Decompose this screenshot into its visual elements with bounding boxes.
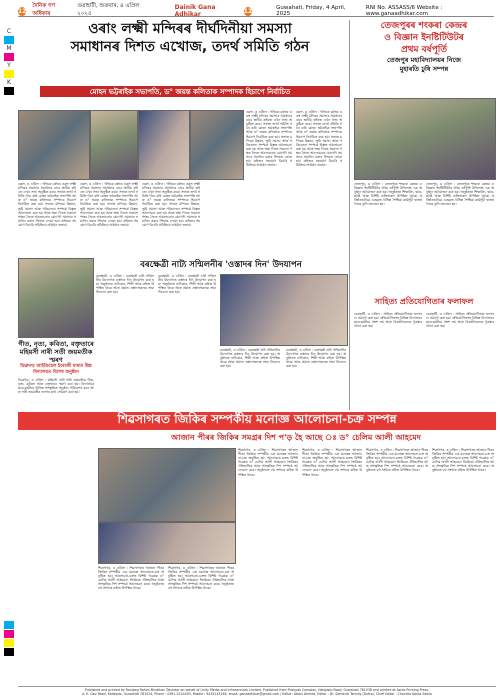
page-header	[18, 3, 494, 18]
bottom-body-col-2: শিৱসাগৰ, ৩ এপ্ৰিল : শিৱসাগৰত আজান পীৰৰ জিকিৰ সম্পৰ্কীয় এক মনোজ্ঞ আলোচনা-চক্ৰ অনুষ্ঠিত হয়। আলোচনা-চক্ৰত বিশিষ্ট গৱেষক ড° চেলিম আলী আহমেদে জিকিৰৰ ঐতিহাসিক আৰু সাংস্কৃতিক দিশ সম্পৰ্কে আলোচনা কৰে। অনুষ্ঠানত বহু সংখ্যক ৰাইজ উপস্থিত থাকে।	[168, 566, 234, 591]
header-date-en: Guwahati, Friday, 4 April, 2025	[276, 5, 346, 17]
header-title-en: Dainik Gana Adhikar	[174, 4, 216, 18]
cyan-swatch	[4, 36, 14, 44]
column-divider	[349, 20, 350, 410]
bottom-body-col-5: শিৱসাগৰ, ৩ এপ্ৰিল : শিৱসাগৰত আজান পীৰৰ জিকিৰ সম্পৰ্কীয় এক মনোজ্ঞ আলোচনা-চক্ৰ অনুষ্ঠিত হয়। আলোচনা-চক্ৰত বিশিষ্ট গৱেষক ড° চেলিম আলী আহমেদে জিকিৰৰ ঐতিহাসিক আৰু সাংস্কৃতিক দিশ সম্পৰ্কে আলোচনা কৰে। অনুষ্ঠানত বহু সংখ্যক ৰাইজ উপস্থিত থাকে।	[366, 448, 428, 473]
left-headline-2: মহিয়সী নাৰী সতী জয়মতীক স্মৰণ	[19, 348, 93, 364]
lead-photo-3	[138, 110, 190, 180]
page-number-circle: 12	[18, 7, 27, 15]
theatre-photo	[220, 274, 348, 346]
bottom-body-col-6: শিৱসাগৰ, ৩ এপ্ৰিল : শিৱসাগৰত আজান পীৰৰ জিকিৰ সম্পৰ্কীয় এক মনোজ্ঞ আলোচনা-চক্ৰ অনুষ্ঠিত হয়। আলোচনা-চক্ৰত বিশিষ্ট গৱেষক ড° চেলিম আলী আহমেদে জিকিৰৰ ঐতিহাসিক আৰু সাংস্কৃতিক দিশ সম্পৰ্কে আলোচনা কৰে। অনুষ্ঠানত বহু সংখ্যক ৰাইজ উপস্থিত থাকে।	[432, 448, 494, 473]
lead-headline-2: সমাধানৰ দিশত এখোজ, তদৰ্থ সমিতি গঠন	[70, 39, 310, 55]
black-swatch	[4, 648, 14, 656]
lead-headline-block	[40, 20, 340, 60]
left-body: ডিব্ৰুগড়, ৩ এপ্ৰিল : মহিয়সী নাৰী সতী জয়মতীক গীত, নৃত্য, কবিতা আৰু বক্তৃতাৰে স্মৰণ কৰা হয়। বিদ্যালয়ৰ ছাত্ৰ-ছাত্ৰীয়ে বিভিন্ন সাংস্কৃতিক অনুষ্ঠান পৰিবেশন কৰে আৰু সতী জয়মতীৰ ত্যাগৰ কথা সোঁৱৰণ কৰা হয়।	[18, 378, 94, 395]
right-story-headline-block	[354, 20, 494, 95]
right-headline-3: প্ৰথম বৰ্ষপূৰ্তি	[400, 45, 448, 55]
left-story-headline-block	[18, 340, 94, 376]
page-number-center: 12	[243, 7, 253, 15]
bottom-body-col-1: শিৱসাগৰ, ৩ এপ্ৰিল : শিৱসাগৰত আজান পীৰৰ জিকিৰ সম্পৰ্কীয় এক মনোজ্ঞ আলোচনা-চক্ৰ অনুষ্ঠিত হয়। আলোচনা-চক্ৰত বিশিষ্ট গৱেষক ড° চেলিম আলী আহমেদে জিকিৰৰ ঐতিহাসিক আৰু সাংস্কৃতিক দিশ সম্পৰ্কে আলোচনা কৰে। অনুষ্ঠানত বহু সংখ্যক ৰাইজ উপস্থিত থাকে।	[98, 566, 164, 591]
right-body-col-1: তেজপুৰ, ৩ এপ্ৰিল : তেজপুৰৰ শংকৰা কেন্দ্ৰৰ ও বিজ্ঞান ইনষ্টিটিউটৰ প্ৰথম বৰ্ষপূৰ্তি উপলক্ষে এক অনুষ্ঠান আয়োজন কৰা হয়। অনুষ্ঠানত শিক্ষাবিদ, ছাত্ৰ-ছাত্ৰী আৰু বিশিষ্ট ব্যক্তিসকল উপস্থিত থাকে। প্ৰতিষ্ঠানটোৱে এবছৰত বিভিন্ন শৈক্ষিক কাৰ্যসূচী হাতত লৈছে বুলি জনোৱা হয়।	[354, 182, 422, 207]
lead-subhead: মোহন ভট্টৰাইক সভাপতি, ড° জয়ন্ত কলিতাক সম্পাদক হিচাপে নিৰ্বাচিত	[40, 86, 340, 97]
footer-line-2: A. K. Dev Road, Kalahpar, Guwahati 781024, Phone : 0361-2224493, Mobile : 9435143246, email: ganaadhikar@gmail.com / Editor: Abdul Ahmed, Editor : Dr. Sanskriti Tamuly (Dutta), Chief Editor : Chandra Kanta Saikia	[82, 692, 432, 696]
right-headline-1: তেজপুৰৰ শংকৰা কেন্দ্ৰৰ	[380, 21, 468, 31]
lead-body-col-2: ওৰাং, ৩ এপ্ৰিল : গতিকে বৰ্ষভৰ ওৰাং লক্ষ্মী মন্দিৰৰ সমস্যাৰ সমাধানৰ বাবে স্থানীয় ৰাইজে এখন সভা অনুষ্ঠিত কৰে। সভাত তদৰ্থ সমিতি গঠন কৰি মোহন ভট্টৰাইক সভাপতি আৰু ড° জয়ন্ত কলিতাক সম্পাদক হিচাপে নিৰ্বাচিত কৰা হয়। সভাত মন্দিৰৰ উন্নয়ন, ভূমি সমস্যা আৰু পৰিচালনা সম্পৰ্কে বিস্তৃত আলোচনা কৰা হয় আৰু অহা দিনত সকলো পক্ষৰ সৈতে আলোচনাৰ যোগেদি সমস্যাৰ সমাধান কৰাৰ সিদ্ধান্ত লোৱা হয়। ৰাইজৰ সহযোগ বিচাৰি সমিতিয়ে আহ্বান জনায়।	[80, 182, 138, 227]
black-swatch	[4, 87, 14, 95]
lead-photo-4	[190, 110, 244, 180]
sahitya-headline: সাহিত্য প্ৰতিযোগিতাৰ ফলাফল	[374, 297, 474, 306]
right-headline-2: ও বিজ্ঞান ইনষ্টিটিউটৰ	[384, 33, 464, 43]
cmyk-marks-bottom	[4, 620, 14, 657]
left-subhead: ডিব্ৰুগড় আইডিয়েল ইংৰাজী মাধ্যম উচ্চ বিদ্যালয়ত বিশেষ অনুষ্ঠান	[20, 364, 92, 375]
theatre-body-col-4: বৰক্ষেত্ৰী, ৩ এপ্ৰিল : বৰক্ষেত্ৰী নাট্য সন্মিলনীৰ উদ্যোগত ওস্তাদৰ দিন উদযাপন কৰা হয়। অনুষ্ঠানত নাট্যকাৰ, শিল্পী আৰু ৰাইজ উপস্থিত থাকে আৰু প্ৰয়াত ওস্তাদসকলক শ্ৰদ্ধা নিবেদন কৰা হয়।	[286, 348, 346, 369]
bottom-subhead: আজান পীৰৰ জিকিৰ সমগ্ৰৰ দিশ প'ড় হৈ আছে ঃ ড° চেলিম আলী আহমেদ	[171, 433, 421, 442]
magenta-swatch	[4, 53, 14, 61]
theatre-body-col-2: বৰক্ষেত্ৰী, ৩ এপ্ৰিল : বৰক্ষেত্ৰী নাট্য সন্মিলনীৰ উদ্যোগত ওস্তাদৰ দিন উদযাপন কৰা হয়। অনুষ্ঠানত নাট্যকাৰ, শিল্পী আৰু ৰাইজ উপস্থিত থাকে আৰু প্ৰয়াত ওস্তাদসকলক শ্ৰদ্ধা নিবেদন কৰা হয়।	[158, 274, 216, 295]
magenta-swatch	[4, 630, 14, 638]
lead-headline-1: ওৰাং লক্ষ্মী মন্দিৰৰ দীৰ্ঘদিনীয়া সমস্যা	[88, 21, 292, 37]
right-sub-2: মুহাৰতি ঢুষি সম্পন্ন	[399, 65, 449, 73]
lead-body-col-1: ওৰাং, ৩ এপ্ৰিল : গতিকে বৰ্ষভৰ ওৰাং লক্ষ্মী মন্দিৰৰ সমস্যাৰ সমাধানৰ বাবে স্থানীয় ৰাইজে এখন সভা অনুষ্ঠিত কৰে। সভাত তদৰ্থ সমিতি গঠন কৰি মোহন ভট্টৰাইক সভাপতি আৰু ড° জয়ন্ত কলিতাক সম্পাদক হিচাপে নিৰ্বাচিত কৰা হয়। সভাত মন্দিৰৰ উন্নয়ন, ভূমি সমস্যা আৰু পৰিচালনা সম্পৰ্কে বিস্তৃত আলোচনা কৰা হয় আৰু অহা দিনত সকলো পক্ষৰ সৈতে আলোচনাৰ যোগেদি সমস্যাৰ সমাধান কৰাৰ সিদ্ধান্ত লোৱা হয়। ৰাইজৰ সহযোগ বিচাৰি সমিতিয়ে আহ্বান জনায়।	[18, 182, 76, 227]
cmyk-marks-top	[4, 28, 14, 96]
imprint-footer	[18, 686, 496, 696]
right-sub-1: তেজপুৰ মহাবিদ্যালয়ৰ নিজে	[387, 56, 461, 64]
sahitya-body-col-1: গুৱাহাটী, ৩ এপ্ৰিল : সাহিত্য প্ৰতিযোগিতাৰ ফলাফল ঘোষণা কৰা হয়। প্ৰতিযোগিতাত বিভিন্ন বিদ্যালয়ৰ ছাত্ৰ-ছাত্ৰীয়ে অংশ লয় আৰু বিজয়ীসকলক পুৰস্কাৰ প্ৰদান কৰা হয়।	[354, 312, 422, 329]
cmyk-c: C	[6, 28, 12, 35]
footer-line-1: Published and printed by Ranjeeg Rahim Bhubhan Talukdar on behalf of Unity Media and Infraservices Limited. Published from Pushpak Complex, Hatigaon Road, Guwahati 781038 and printed at Ashiq Printing Press,	[84, 688, 430, 692]
bottom-banner: শিৱসাগৰত জিকিৰ সম্পৰ্কীয় মনোজ্ঞ আলোচনা-চক্ৰ সম্পন্ন	[18, 412, 496, 430]
theatre-body-col-1: বৰক্ষেত্ৰী, ৩ এপ্ৰিল : বৰক্ষেত্ৰী নাট্য সন্মিলনীৰ উদ্যোগত ওস্তাদৰ দিন উদযাপন কৰা হয়। অনুষ্ঠানত নাট্যকাৰ, শিল্পী আৰু ৰাইজ উপস্থিত থাকে আৰু প্ৰয়াত ওস্তাদসকলক শ্ৰদ্ধা নিবেদন কৰা হয়।	[96, 274, 154, 295]
sahitya-body-col-2: গুৱাহাটী, ৩ এপ্ৰিল : সাহিত্য প্ৰতিযোগিতাৰ ফলাফল ঘোষণা কৰা হয়। প্ৰতিযোগিতাত বিভিন্ন বিদ্যালয়ৰ ছাত্ৰ-ছাত্ৰীয়ে অংশ লয় আৰু বিজয়ীসকলক পুৰস্কাৰ প্ৰদান কৰা হয়।	[426, 312, 494, 329]
left-story-photo	[18, 258, 94, 338]
theatre-headline: বৰক্ষেত্ৰী নাট্য সন্মিলনীৰ 'ওস্তাদৰ দিন' উদযাপন	[140, 260, 302, 270]
right-body-col-2: তেজপুৰ, ৩ এপ্ৰিল : তেজপুৰৰ শংকৰা কেন্দ্ৰৰ ও বিজ্ঞান ইনষ্টিটিউটৰ প্ৰথম বৰ্ষপূৰ্তি উপলক্ষে এক অনুষ্ঠান আয়োজন কৰা হয়। অনুষ্ঠানত শিক্ষাবিদ, ছাত্ৰ-ছাত্ৰী আৰু বিশিষ্ট ব্যক্তিসকল উপস্থিত থাকে। প্ৰতিষ্ঠানটোৱে এবছৰত বিভিন্ন শৈক্ষিক কাৰ্যসূচী হাতত লৈছে বুলি জনোৱা হয়।	[426, 182, 494, 207]
cmyk-y: Y	[7, 62, 11, 69]
right-story-photo	[354, 98, 496, 180]
header-date-assamese: গুৱাহাটী, শুক্ৰবাৰ, ৪ এপ্ৰিল ২০২৫	[77, 3, 140, 17]
bottom-body-col-3: শিৱসাগৰ, ৩ এপ্ৰিল : শিৱসাগৰত আজান পীৰৰ জিকিৰ সম্পৰ্কীয় এক মনোজ্ঞ আলোচনা-চক্ৰ অনুষ্ঠিত হয়। আলোচনা-চক্ৰত বিশিষ্ট গৱেষক ড° চেলিম আলী আহমেদে জিকিৰৰ ঐতিহাসিক আৰু সাংস্কৃতিক দিশ সম্পৰ্কে আলোচনা কৰে। অনুষ্ঠানত বহু সংখ্যক ৰাইজ উপস্থিত থাকে।	[238, 448, 298, 477]
lead-body-col-5: ওৰাং, ৩ এপ্ৰিল : গতিকে বৰ্ষভৰ ওৰাং লক্ষ্মী মন্দিৰৰ সমস্যাৰ সমাধানৰ বাবে স্থানীয় ৰাইজে এখন সভা অনুষ্ঠিত কৰে। সভাত তদৰ্থ সমিতি গঠন কৰি মোহন ভট্টৰাইক সভাপতি আৰু ড° জয়ন্ত কলিতাক সম্পাদক হিচাপে নিৰ্বাচিত কৰা হয়। সভাত মন্দিৰৰ উন্নয়ন, ভূমি সমস্যা আৰু পৰিচালনা সম্পৰ্কে বিস্তৃত আলোচনা কৰা হয় আৰু অহা দিনত সকলো পক্ষৰ সৈতে আলোচনাৰ যোগেদি সমস্যাৰ সমাধান কৰাৰ সিদ্ধান্ত লোৱা হয়। ৰাইজৰ সহযোগ বিচাৰি সমিতিয়ে আহ্বান জনায়।	[296, 110, 342, 168]
yellow-swatch	[4, 70, 14, 78]
yellow-swatch	[4, 639, 14, 647]
lead-body-col-4: ওৰাং, ৩ এপ্ৰিল : গতিকে বৰ্ষভৰ ওৰাং লক্ষ্মী মন্দিৰৰ সমস্যাৰ সমাধানৰ বাবে স্থানীয় ৰাইজে এখন সভা অনুষ্ঠিত কৰে। সভাত তদৰ্থ সমিতি গঠন কৰি মোহন ভট্টৰাইক সভাপতি আৰু ড° জয়ন্ত কলিতাক সম্পাদক হিচাপে নিৰ্বাচিত কৰা হয়। সভাত মন্দিৰৰ উন্নয়ন, ভূমি সমস্যা আৰু পৰিচালনা সম্পৰ্কে বিস্তৃত আলোচনা কৰা হয় আৰু অহা দিনত সকলো পক্ষৰ সৈতে আলোচনাৰ যোগেদি সমস্যাৰ সমাধান কৰাৰ সিদ্ধান্ত লোৱা হয়। ৰাইজৰ সহযোগ বিচাৰি সমিতিয়ে আহ্বান জনায়।	[246, 110, 292, 168]
header-reg-website: RNI No. ASSASS/6 Website : www.ganaadhikar.com	[365, 5, 443, 17]
lead-body-col-3: ওৰাং, ৩ এপ্ৰিল : গতিকে বৰ্ষভৰ ওৰাং লক্ষ্মী মন্দিৰৰ সমস্যাৰ সমাধানৰ বাবে স্থানীয় ৰাইজে এখন সভা অনুষ্ঠিত কৰে। সভাত তদৰ্থ সমিতি গঠন কৰি মোহন ভট্টৰাইক সভাপতি আৰু ড° জয়ন্ত কলিতাক সম্পাদক হিচাপে নিৰ্বাচিত কৰা হয়। সভাত মন্দিৰৰ উন্নয়ন, ভূমি সমস্যা আৰু পৰিচালনা সম্পৰ্কে বিস্তৃত আলোচনা কৰা হয় আৰু অহা দিনত সকলো পক্ষৰ সৈতে আলোচনাৰ যোগেদি সমস্যাৰ সমাধান কৰাৰ সিদ্ধান্ত লোৱা হয়। ৰাইজৰ সহযোগ বিচাৰি সমিতিয়ে আহ্বান জনায়।	[142, 182, 200, 227]
masthead: দৈনিক গণ অধিকাৰ	[32, 3, 56, 17]
bottom-photo-2	[98, 522, 236, 564]
cmyk-k: K	[7, 79, 11, 86]
theatre-body-col-3: বৰক্ষেত্ৰী, ৩ এপ্ৰিল : বৰক্ষেত্ৰী নাট্য সন্মিলনীৰ উদ্যোগত ওস্তাদৰ দিন উদযাপন কৰা হয়। অনুষ্ঠানত নাট্যকাৰ, শিল্পী আৰু ৰাইজ উপস্থিত থাকে আৰু প্ৰয়াত ওস্তাদসকলক শ্ৰদ্ধা নিবেদন কৰা হয়।	[220, 348, 280, 369]
bottom-body-col-4: শিৱসাগৰ, ৩ এপ্ৰিল : শিৱসাগৰত আজান পীৰৰ জিকিৰ সম্পৰ্কীয় এক মনোজ্ঞ আলোচনা-চক্ৰ অনুষ্ঠিত হয়। আলোচনা-চক্ৰত বিশিষ্ট গৱেষক ড° চেলিম আলী আহমেদে জিকিৰৰ ঐতিহাসিক আৰু সাংস্কৃতিক দিশ সম্পৰ্কে আলোচনা কৰে। অনুষ্ঠানত বহু সংখ্যক ৰাইজ উপস্থিত থাকে।	[302, 448, 362, 477]
lead-photo-2	[90, 110, 138, 180]
cyan-swatch	[4, 621, 14, 629]
cmyk-m: M	[6, 45, 12, 52]
bottom-photo-1	[98, 448, 236, 522]
lead-photo-1	[18, 110, 90, 180]
left-headline-1: গীত, নৃত্য, কবিতা, বক্তৃতাৰে	[18, 340, 94, 348]
